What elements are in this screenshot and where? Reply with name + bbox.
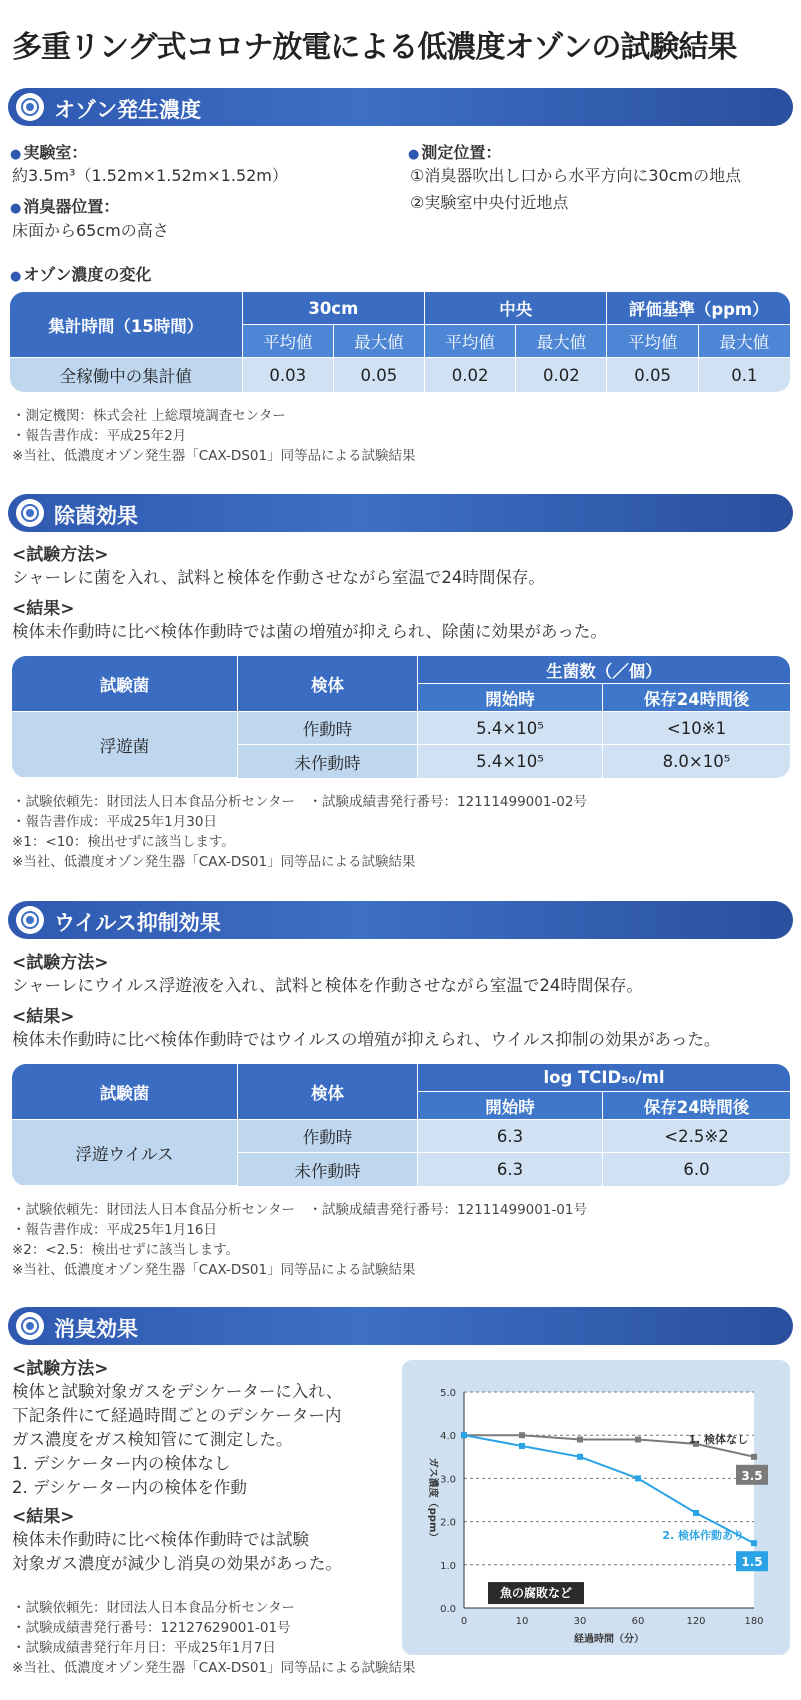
table-cell: <2.5※2 <box>603 1120 790 1153</box>
table-cell: 0.03 <box>243 358 334 392</box>
x-tick-label: 10 <box>515 1616 529 1627</box>
x-tick-label: 30 <box>573 1616 587 1627</box>
table-cell: 6.0 <box>603 1153 790 1186</box>
deodorizer-label: ● 消臭器位置： <box>10 194 119 217</box>
sample-cell: 未作動時 <box>238 745 418 778</box>
h-group: log TCID₅₀/ml <box>418 1064 790 1092</box>
ozone-table-wrap <box>10 292 790 392</box>
sub-header: 最大値 <box>516 325 607 358</box>
change-label: ● オゾン濃度の変化 <box>10 262 151 285</box>
y-tick-label: 3.0 <box>440 1474 456 1486</box>
virus-name: 浮遊ウイルス <box>12 1120 238 1186</box>
section-title: オゾン発生濃度 <box>54 98 201 122</box>
table-cell: 0.1 <box>699 358 790 392</box>
section-title: 消臭効果 <box>54 1317 138 1341</box>
data-point <box>635 1437 641 1443</box>
sub-header: 最大値 <box>334 325 425 358</box>
row-label: 全稼働中の集計値 <box>10 358 243 392</box>
h-bacteria: 試験菌 <box>12 656 238 712</box>
method-label: <試験方法> <box>12 1359 109 1379</box>
note: ※当社、低濃度オゾン発生器「CAX-DS01」同等品による試験結果 <box>12 1262 416 1278</box>
group-header: 30cm <box>243 292 425 325</box>
data-point <box>461 1432 467 1438</box>
section-title: 除菌効果 <box>54 504 138 528</box>
lab-value: 約3.5m³（1.52m×1.52m×1.52m） <box>12 166 288 185</box>
h-start: 開始時 <box>418 1092 603 1120</box>
h-sample: 検体 <box>238 656 418 712</box>
result-label: <結果> <box>12 1507 75 1527</box>
end-value-label: 3.5 <box>741 1468 763 1483</box>
y-axis-label: ガス濃度（ppm） <box>427 1457 438 1543</box>
ring-icon <box>16 1312 44 1340</box>
x-tick-label: 60 <box>631 1616 645 1627</box>
note: ・報告書作成：平成25年1月16日 <box>12 1222 217 1238</box>
h-after: 保存24時間後 <box>603 1092 790 1120</box>
note: ・試験依頼先：財団法人日本食品分析センター ・試験成績書発行番号：12111499001-02号 <box>12 794 587 810</box>
result-label: <結果> <box>12 1007 75 1027</box>
y-tick-label: 2.0 <box>440 1517 456 1529</box>
h-group: 生菌数（／個） <box>418 656 790 684</box>
h-sample: 検体 <box>238 1064 418 1120</box>
group-header: 評価基準（ppm） <box>607 292 790 325</box>
data-point <box>577 1437 583 1443</box>
sub-header: 平均値 <box>243 325 334 358</box>
method-line: 1. デシケーター内の検体なし <box>12 1454 231 1473</box>
table-cell: 6.3 <box>418 1153 603 1186</box>
x-axis-label: 経過時間（分） <box>574 1634 644 1645</box>
note: ・報告書作成：平成25年1月30日 <box>12 814 217 830</box>
bacteria-name: 浮遊菌 <box>12 712 238 778</box>
position-2: ②実験室中央付近地点 <box>410 193 569 212</box>
method-label: <試験方法> <box>12 545 109 565</box>
result-line: 対象ガス濃度が減少し消臭の効果があった。 <box>12 1554 342 1573</box>
x-tick-label: 120 <box>686 1616 706 1627</box>
table-cell: 6.3 <box>418 1120 603 1153</box>
note: ・試験成績書発行年月日：平成25年1月7日 <box>12 1640 276 1656</box>
table-cell: 0.05 <box>607 358 698 392</box>
annotation-label: 魚の腐敗など <box>499 1586 573 1601</box>
table-cell: 0.05 <box>334 358 425 392</box>
position-1: ①消臭器吹出し口から水平方向に30cmの地点 <box>410 166 742 185</box>
table-cell: <10※1 <box>603 712 790 745</box>
data-point <box>519 1432 525 1438</box>
position-label: ● 測定位置： <box>408 140 501 163</box>
method-label: <試験方法> <box>12 953 109 973</box>
note: ※当社、低濃度オゾン発生器「CAX-DS01」同等品による試験結果 <box>12 448 416 464</box>
data-point <box>635 1475 641 1481</box>
series-name: 2. 検体作動あり <box>662 1529 744 1543</box>
sub-header: 平均値 <box>607 325 698 358</box>
data-point <box>693 1510 699 1516</box>
method-line: 下記条件にて経過時間ごとのデシケーター内 <box>12 1406 342 1425</box>
plot-area <box>464 1392 754 1608</box>
table-cell: 0.02 <box>425 358 516 392</box>
table-cell: 8.0×10⁵ <box>603 745 790 778</box>
section-header-virus <box>8 901 793 939</box>
h-after: 保存24時間後 <box>603 684 790 712</box>
sub-header: 最大値 <box>699 325 790 358</box>
sub-header: 平均値 <box>425 325 516 358</box>
deodorant-chart <box>402 1360 790 1655</box>
x-tick-label: 180 <box>744 1616 764 1627</box>
table-cell: 5.4×10⁵ <box>418 745 603 778</box>
note: ・試験依頼先：財団法人日本食品分析センター ・試験成績書発行番号：12111499001-01号 <box>12 1202 587 1218</box>
method-line: ガス濃度をガス検知管にて測定した。 <box>12 1430 293 1449</box>
sample-cell: 作動時 <box>238 712 418 745</box>
table-cell: 5.4×10⁵ <box>418 712 603 745</box>
h-bacteria: 試験菌 <box>12 1064 238 1120</box>
bacteria-table <box>12 656 790 778</box>
method-text: シャーレにウイルス浮遊液を入れ、試料と検体を作動させながら室温で24時間保存。 <box>12 976 643 995</box>
ring-icon <box>16 93 44 121</box>
note: ・報告書作成：平成25年2月 <box>12 428 187 444</box>
note: ・試験依頼先：財団法人日本食品分析センター <box>12 1600 295 1616</box>
sample-cell: 作動時 <box>238 1120 418 1153</box>
bacteria-table-wrap <box>12 656 790 778</box>
section-title: ウイルス抑制効果 <box>54 911 221 935</box>
note: ※2：<2.5：検出せずに該当します。 <box>12 1242 240 1258</box>
x-tick-label: 0 <box>460 1616 468 1627</box>
h-start: 開始時 <box>418 684 603 712</box>
lab-label: ● 実験室： <box>10 140 87 163</box>
data-point <box>577 1454 583 1460</box>
result-text: 検体未作動時に比べ検体作動時では菌の増殖が抑えられ、除菌に効果があった。 <box>12 622 607 641</box>
note: ※1：<10：検出せずに該当します。 <box>12 834 235 850</box>
note: ※当社、低濃度オゾン発生器「CAX-DS01」同等品による試験結果 <box>12 854 416 870</box>
method-line: 検体と試験対象ガスをデシケーターに入れ、 <box>12 1382 343 1401</box>
series-name: 1. 検体なし <box>688 1432 748 1446</box>
section-header-ozone <box>8 88 793 126</box>
section-header-bacteria <box>8 494 793 532</box>
ring-icon <box>16 499 44 527</box>
note: ※当社、低濃度オゾン発生器「CAX-DS01」同等品による試験結果 <box>12 1660 416 1676</box>
end-value-label: 1.5 <box>741 1555 763 1570</box>
deodorizer-value: 床面から65cmの高さ <box>12 221 169 240</box>
method-text: シャーレに菌を入れ、試料と検体を作動させながら室温で24時間保存。 <box>12 568 545 587</box>
data-point <box>751 1540 757 1546</box>
data-point <box>751 1454 757 1460</box>
y-tick-label: 0.0 <box>440 1604 456 1615</box>
virus-table-wrap <box>12 1064 790 1186</box>
sample-cell: 未作動時 <box>238 1153 418 1186</box>
y-tick-label: 4.0 <box>440 1431 456 1443</box>
group-header: 中央 <box>425 292 607 325</box>
ozone-table <box>10 292 790 392</box>
method-line: 2. デシケーター内の検体を作動 <box>12 1478 247 1497</box>
note: ・測定機関：株式会社 上総環境調査センター <box>12 408 286 424</box>
table-cell: 0.02 <box>516 358 607 392</box>
result-text: 検体未作動時に比べ検体作動時ではウイルスの増殖が抑えられ、ウイルス抑制の効果があった。 <box>12 1030 721 1049</box>
ozone-corner: 集計時間（15時間） <box>10 292 243 358</box>
result-label: <結果> <box>12 599 75 619</box>
y-tick-label: 1.0 <box>440 1560 456 1572</box>
line-chart <box>402 1360 790 1655</box>
note: ・試験成績書発行番号：12127629001-01号 <box>12 1620 291 1636</box>
page-title: 多重リング式コロナ放電による低濃度オゾンの試験結果 <box>12 30 737 65</box>
section-header-deodorant <box>8 1307 793 1345</box>
virus-table <box>12 1064 790 1186</box>
ring-icon <box>16 906 44 934</box>
data-point <box>519 1443 525 1449</box>
result-line: 検体未作動時に比べ検体作動時では試験 <box>12 1530 309 1549</box>
y-tick-label: 5.0 <box>440 1388 456 1399</box>
